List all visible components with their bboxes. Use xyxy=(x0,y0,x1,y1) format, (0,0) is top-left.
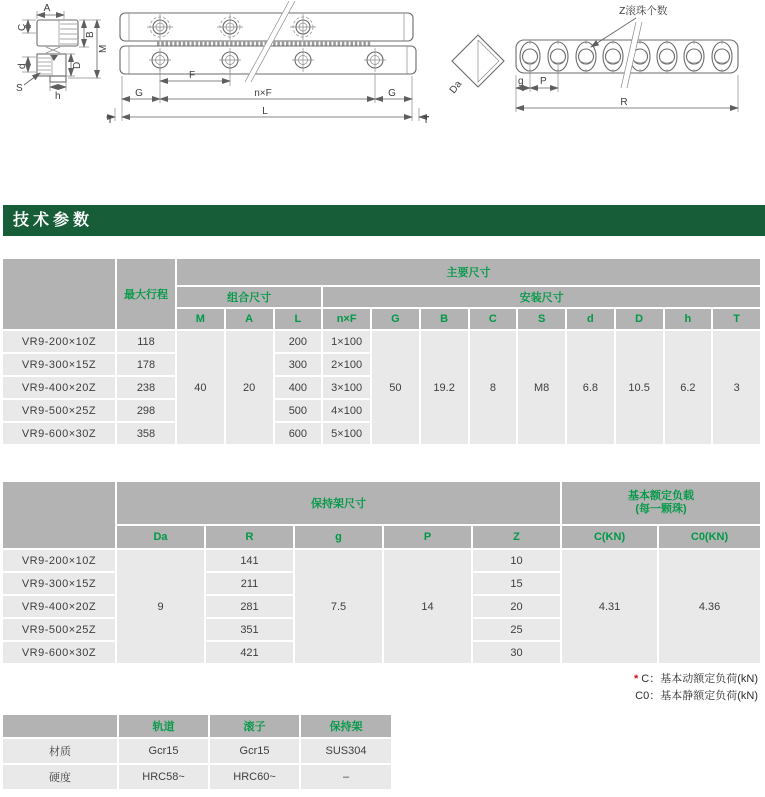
col-header-A: A xyxy=(226,309,273,329)
ball-count-label: Z滚珠个数 xyxy=(619,5,668,17)
load-rating-footnote xyxy=(634,671,758,705)
load-rating-line2: (每一颗珠) xyxy=(635,503,687,515)
value-cell-nxF: 2×100 xyxy=(323,354,370,375)
col-header-C0KN: C0(KN) xyxy=(659,526,760,548)
rail-block-bottom xyxy=(37,54,66,82)
dim-label-P: P xyxy=(540,76,547,87)
dim-label-S: S xyxy=(16,83,23,94)
cage-load-table xyxy=(1,480,762,665)
col-header-nxF: n×F xyxy=(323,309,370,329)
value-cell-C: 8 xyxy=(470,331,517,444)
cage-size-group-header: 保持架尺寸 xyxy=(117,482,560,524)
stroke-cell: 118 xyxy=(117,331,175,352)
footnote-line-2 xyxy=(634,688,758,705)
material-rail-cell: Gcr15 xyxy=(119,739,208,763)
break-lines xyxy=(621,22,642,88)
dim-label-G-left: G xyxy=(135,88,143,99)
value-cell-Z: 15 xyxy=(473,573,560,594)
dim-label-T-left: T xyxy=(107,115,114,126)
value-cell-C: 4.31 xyxy=(562,550,657,663)
dimensions xyxy=(16,3,109,102)
main-size-group-header: 主要尺寸 xyxy=(177,259,760,285)
dim-label-M: M xyxy=(98,44,109,53)
col-header-P: P xyxy=(384,526,471,548)
value-cell-R: 421 xyxy=(206,642,293,663)
col-header-R: R xyxy=(206,526,293,548)
dim-label-h: h xyxy=(55,91,61,102)
model-header-cell xyxy=(3,259,115,329)
value-cell-L: 400 xyxy=(275,377,322,398)
annotations xyxy=(516,4,738,112)
material-table xyxy=(1,713,393,791)
value-cell-R: 141 xyxy=(206,550,293,571)
value-cell-S: M8 xyxy=(518,331,565,444)
col-header-D: D xyxy=(616,309,663,329)
table-row xyxy=(3,739,391,763)
value-cell-D: 10.5 xyxy=(616,331,663,444)
footnote-line-1 xyxy=(634,671,758,688)
value-cell-L: 300 xyxy=(275,354,322,375)
dim-label-L: L xyxy=(262,106,268,117)
footnote-text-1: C：基本动额定负荷(kN) xyxy=(641,673,758,685)
main-dimensions-table xyxy=(1,257,762,446)
value-cell-Z: 25 xyxy=(473,619,560,640)
dim-label-D: D xyxy=(72,61,83,69)
col-header-g: g xyxy=(295,526,382,548)
dim-label-d: d xyxy=(17,63,28,69)
value-cell-A: 20 xyxy=(226,331,273,444)
col-header-M: M xyxy=(177,309,224,329)
material-cage-cell: SUS304 xyxy=(301,739,391,763)
value-cell-nxF: 4×100 xyxy=(323,400,370,421)
col-header-B: B xyxy=(421,309,468,329)
model-cell: VR9-400×20Z xyxy=(3,596,115,617)
dim-label-g: g xyxy=(518,76,524,87)
dim-label-A: A xyxy=(43,3,51,14)
model-cell: VR9-500×25Z xyxy=(3,619,115,640)
material-corner-cell xyxy=(3,715,117,737)
max-stroke-header: 最大行程 xyxy=(117,259,175,329)
load-rating-group-header xyxy=(562,482,760,524)
value-cell-nxF: 5×100 xyxy=(323,423,370,444)
value-cell-L: 200 xyxy=(275,331,322,352)
dim-label-B: B xyxy=(85,31,96,38)
value-cell-M: 40 xyxy=(177,331,224,444)
value-cell-R: 351 xyxy=(206,619,293,640)
model-cell: VR9-200×10Z xyxy=(3,331,115,352)
col-header-Z: Z xyxy=(473,526,560,548)
value-cell-Z: 30 xyxy=(473,642,560,663)
value-cell-P: 14 xyxy=(384,550,471,663)
value-cell-g: 7.5 xyxy=(295,550,382,663)
col-header-h: h xyxy=(665,309,712,329)
col-header-CKN: C(KN) xyxy=(562,526,657,548)
cross-section-drawing xyxy=(2,0,110,140)
col-header-cage: 保持架 xyxy=(301,715,391,737)
col-header-G: G xyxy=(372,309,419,329)
value-cell-R: 281 xyxy=(206,596,293,617)
table-row xyxy=(3,765,391,789)
value-cell-d: 6.8 xyxy=(567,331,614,444)
hardness-roller-cell: HRC60~ xyxy=(210,765,299,789)
dim-label-G-right: G xyxy=(388,88,396,99)
top-rail xyxy=(120,13,413,41)
model-cell: VR9-600×30Z xyxy=(3,642,115,663)
table-row xyxy=(3,550,760,571)
model-cell: VR9-400×20Z xyxy=(3,377,115,398)
model-cell: VR9-300×15Z xyxy=(3,573,115,594)
cage-section-diamond xyxy=(448,35,504,96)
col-header-rail: 轨道 xyxy=(119,715,208,737)
install-size-group-header: 安装尺寸 xyxy=(323,287,760,307)
stroke-cell: 238 xyxy=(117,377,175,398)
value-cell-nxF: 3×100 xyxy=(323,377,370,398)
model-cell: VR9-600×30Z xyxy=(3,423,115,444)
col-header-d: d xyxy=(567,309,614,329)
col-header-C: C xyxy=(470,309,517,329)
hardness-cage-cell: – xyxy=(301,765,391,789)
value-cell-T: 3 xyxy=(713,331,760,444)
footnote-asterisk: * xyxy=(634,673,639,685)
value-cell-R: 211 xyxy=(206,573,293,594)
value-cell-Z: 10 xyxy=(473,550,560,571)
stroke-cell: 178 xyxy=(117,354,175,375)
cage-drawing xyxy=(440,0,765,140)
col-header-roller: 滚子 xyxy=(210,715,299,737)
model-cell: VR9-500×25Z xyxy=(3,400,115,421)
value-cell-nxF: 1×100 xyxy=(323,331,370,352)
dim-label-T-right: T xyxy=(423,115,430,126)
table-row xyxy=(3,331,760,352)
combo-size-group-header: 组合尺寸 xyxy=(177,287,321,307)
value-cell-L: 500 xyxy=(275,400,322,421)
value-cell-h: 6.2 xyxy=(665,331,712,444)
dim-label-F: F xyxy=(188,70,196,81)
dim-label-R: R xyxy=(620,97,628,108)
section-banner xyxy=(3,205,765,236)
col-header-L: L xyxy=(275,309,322,329)
row-label-material: 材质 xyxy=(3,739,117,763)
section-title: 技术参数 xyxy=(13,212,94,229)
value-cell-Da: 9 xyxy=(117,550,204,663)
dim-label-C: C xyxy=(17,23,28,31)
col-header-Da: Da xyxy=(117,526,204,548)
value-cell-L: 600 xyxy=(275,423,322,444)
load-rating-line1: 基本额定负载 xyxy=(628,490,695,502)
stroke-cell: 298 xyxy=(117,400,175,421)
footnote-text-2: C0：基本静额定负荷(kN) xyxy=(635,690,758,702)
dimensions xyxy=(106,68,429,126)
rail-block-top xyxy=(37,20,78,46)
col-header-T: T xyxy=(713,309,760,329)
stroke-cell: 358 xyxy=(117,423,175,444)
row-label-hardness: 硬度 xyxy=(3,765,117,789)
rail-top-view-drawing xyxy=(105,0,440,138)
model-cell: VR9-200×10Z xyxy=(3,550,115,571)
dim-label-Da: Da xyxy=(447,78,465,96)
value-cell-C0: 4.36 xyxy=(659,550,760,663)
dim-label-nxF: n×F xyxy=(254,88,272,99)
value-cell-G: 50 xyxy=(372,331,419,444)
value-cell-B: 19.2 xyxy=(421,331,468,444)
material-roller-cell: Gcr15 xyxy=(210,739,299,763)
value-cell-Z: 20 xyxy=(473,596,560,617)
model-cell: VR9-300×15Z xyxy=(3,354,115,375)
col-header-S: S xyxy=(518,309,565,329)
model-header-cell xyxy=(3,482,115,548)
hardness-rail-cell: HRC58~ xyxy=(119,765,208,789)
